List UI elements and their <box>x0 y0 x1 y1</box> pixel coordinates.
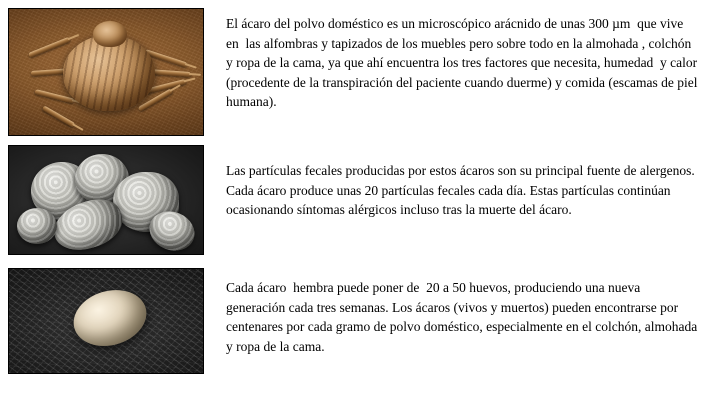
section-row-1 <box>8 8 700 136</box>
section-text-2: Las partículas fecales producidas por estos ácaros son su principal fuente de alergenos. Cada ácaro produce unas 20 partículas fecales cada día. Estas partículas continúan ocasionando síntomas alérgicos incluso tras la muerte del ácaro. <box>226 163 699 217</box>
fecal-particles-micrograph <box>8 145 204 255</box>
fecal-particle <box>17 208 57 244</box>
section-text-1: El ácaro del polvo doméstico es un microscópico arácnido de unas 300 µm que vive en las alfombras y tapizados de los muebles pero sobre todo en la almohada , colchón y ropa de la cama, ya que ahí encuentra los tres factores que necesita, humedad y calor (procedente de la transpiración del paciente cuando duerme) y comida (escamas de piel humana). <box>226 16 701 109</box>
mite-egg-micrograph <box>8 268 204 374</box>
section-row-2 <box>8 145 700 255</box>
section-text-3: Cada ácaro hembra puede poner de 20 a 50 huevos, produciendo una nueva generación cada tres semanas. Los ácaros (vivos y muertos) pueden encontrarse por centenares por cada gramo de polvo doméstico, especialmente en el colchón, almohada y ropa de la cama. <box>226 280 701 354</box>
section-row-3 <box>8 268 700 374</box>
dust-mite-micrograph <box>8 8 204 136</box>
mite-head <box>93 21 127 47</box>
